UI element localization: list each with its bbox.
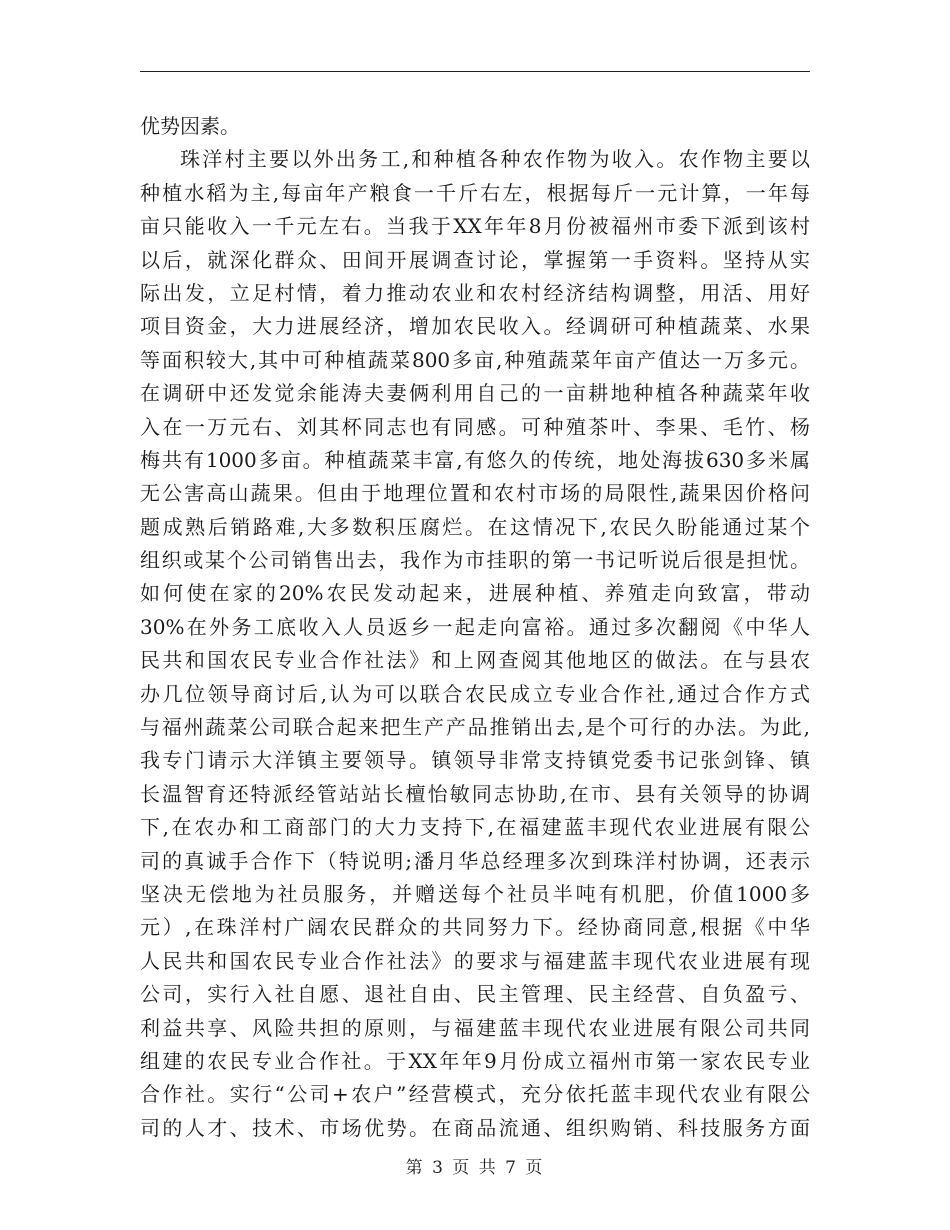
text-line: 题成熟后销路难,大多数积压腐烂。在这情况下,农民久盼能通过某个 [140,514,810,539]
text-line: 等面积较大,其中可种植蔬菜800多亩,种殖蔬菜年亩产值达一万多元。 [140,347,810,372]
text-line: 办几位领导商讨后,认为可以联合农民成立专业合作社,通过合作方式 [140,681,810,706]
text-line: 以后，就深化群众、田间开展调查讨论，掌握第一手资料。坚持从实 [140,247,810,272]
text-line: 梅共有1000多亩。种植蔬菜丰富,有悠久的传统，地处海拔630多米属 [140,447,810,472]
text-line: 亩只能收入一千元左右。当我于XX年年8月份被福州市委下派到该村 [140,214,810,239]
text-line: 际出发，立足村情，着力推动农业和农村经济结构调整，用活、用好 [140,280,810,305]
text-line: 下,在农办和工商部门的大力支持下,在福建蓝丰现代农业进展有限公 [140,815,810,840]
text-line: 长温智育还特派经管站站长檀怡敏同志协助,在市、县有关领导的协调 [140,781,810,806]
text-line: 民共和国农民专业合作社法》和上网查阅其他地区的做法。在与县农 [140,648,810,673]
text-line: 珠洋村主要以外出务工,和种植各种农作物为收入。农作物主要以 [180,147,810,172]
text-line: 与福州蔬菜公司联合起来把生产产品推销出去,是个可行的办法。为此, [140,715,810,740]
text-line: 司的真诚手合作下（特说明;潘月华总经理多次到珠洋村协调，还表示 [140,848,810,873]
text-line: 利益共享、风险共担的原则，与福建蓝丰现代农业进展有限公司共同 [140,1015,810,1040]
text-line: 入在一万元右、刘其杯同志也有同感。可种殖茶叶、李果、毛竹、杨 [140,414,810,439]
text-line: 无公害高山蔬果。但由于地理位置和农村市场的局限性,蔬果因价格问 [140,481,810,506]
text-line: 人民共和国农民专业合作社法》的要求与福建蓝丰现代农业进展有现 [140,948,810,973]
text-line: 30%在外务工底收入人员返乡一起走向富裕。通过多次翻阅《中华人 [140,614,810,639]
page-footer: 第 3 页 共 7 页 [405,1158,545,1178]
body-text [140,110,810,1145]
text-line: 合作社。实行“公司+农户”经营模式，充分依托蓝丰现代农业有限公 [140,1082,810,1107]
text-line: 坚决无偿地为社员服务，并赠送每个社员半吨有机肥，价值1000多 [140,881,810,906]
text-line: 元）,在珠洋村广阔农民群众的共同努力下。经协商同意,根据《中华 [140,915,810,940]
text-line: 司的人才、技术、市场优势。在商品流通、组织购销、科技服务方面 [140,1115,810,1140]
text-line: 我专门请示大洋镇主要领导。镇领导非常支持镇党委书记张剑锋、镇 [140,748,810,773]
text-line: 在调研中还发觉余能涛夫妻俩利用自己的一亩耕地种植各种蔬菜年收 [140,381,810,406]
text-line: 公司，实行入社自愿、退社自由、民主管理、民主经营、自负盈亏、 [140,982,810,1007]
text-line: 组建的农民专业合作社。于XX年年9月份成立福州市第一家农民专业 [140,1048,810,1073]
text-line: 优势因素。 [140,114,240,138]
text-line: 种植水稻为主,每亩年产粮食一千斤右左，根据每斤一元计算，一年每 [140,180,810,205]
text-line: 组织或某个公司销售出去，我作为市挂职的第一书记听说后很是担忧。 [140,548,810,573]
text-line: 项目资金，大力进展经济，增加农民收入。经调研可种植蔬菜、水果 [140,314,810,339]
header-rule [140,71,810,72]
text-line: 如何使在家的20%农民发动起来，进展种植、养殖走向致富，带动 [140,581,810,606]
